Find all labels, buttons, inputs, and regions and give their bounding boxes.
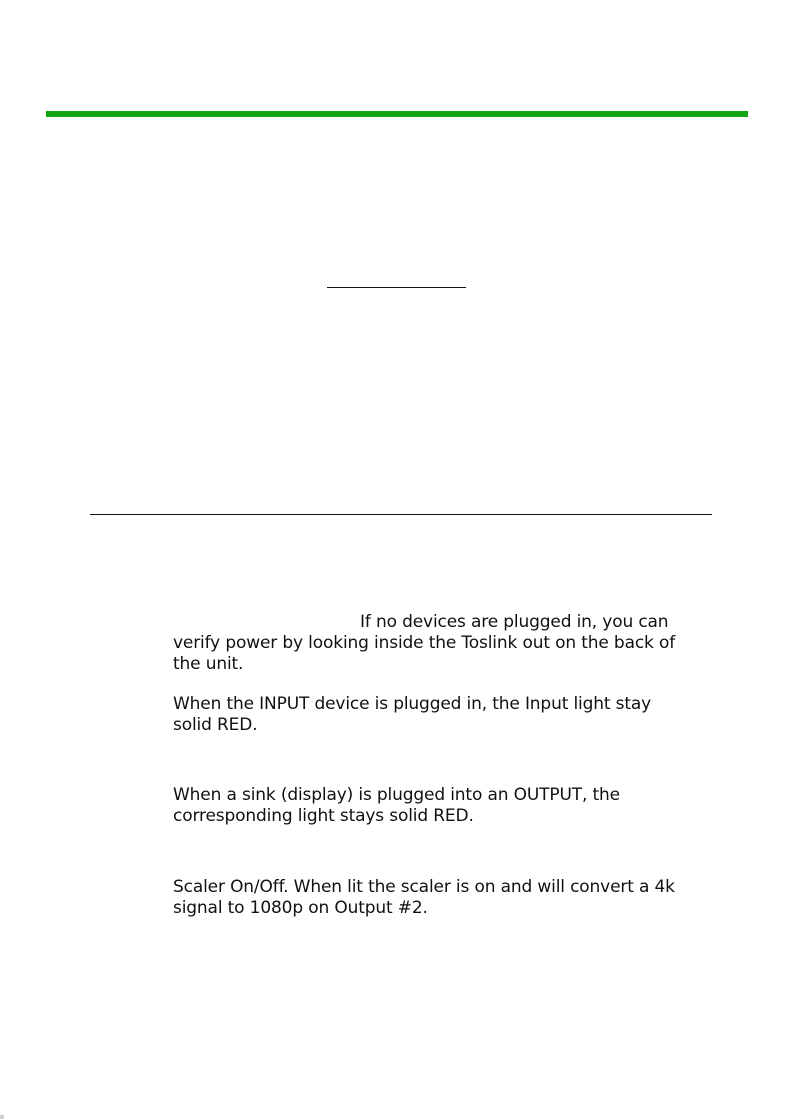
title-underline [327,287,466,288]
page-corner-mark [0,1115,4,1119]
paragraph-line: Scaler On/Off. When lit the scaler is on and will convert a 4k [173,877,675,897]
paragraph-line: When the INPUT device is plugged in, the Input light stay [173,694,652,714]
paragraph-line: signal to 1080p on Output #2. [173,898,428,918]
paragraph-power-check [173,612,718,675]
paragraph-output-light [173,785,718,827]
section-divider [90,514,712,515]
paragraph-line: When a sink (display) is plugged into an OUTPUT, the [173,785,620,805]
header-accent-rule [46,111,748,117]
paragraph-line: If no devices are plugged in, you can [360,612,669,632]
paragraph-line: verify power by looking inside the Toslink out on the back of [173,633,676,653]
paragraph-input-light [173,694,718,736]
paragraph-scaler [173,877,718,919]
paragraph-line: the unit. [173,654,244,674]
paragraph-line: solid RED. [173,715,258,735]
paragraph-line: corresponding light stays solid RED. [173,806,474,826]
